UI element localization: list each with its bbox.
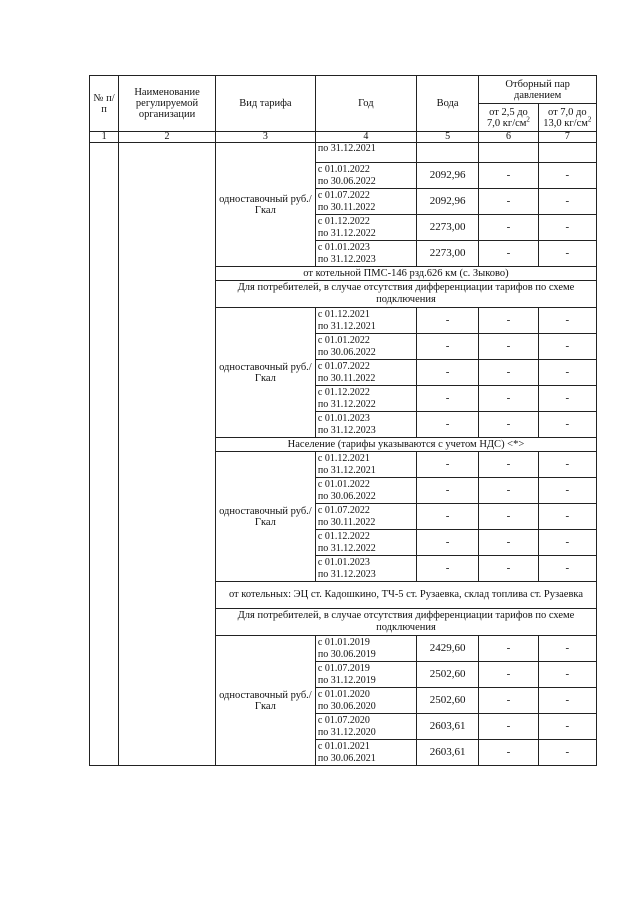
period-cell: с 01.01.2023 по 31.12.2023 bbox=[315, 556, 416, 582]
water-cell: 2603,61 bbox=[416, 714, 478, 740]
water-cell: - bbox=[416, 504, 478, 530]
period-cell: с 01.01.2021 по 30.06.2021 bbox=[315, 740, 416, 766]
col-number: 1 bbox=[90, 132, 119, 143]
period-cell: с 01.07.2022 по 30.11.2022 bbox=[315, 360, 416, 386]
steam-low-cell: - bbox=[479, 308, 538, 334]
water-cell: - bbox=[416, 530, 478, 556]
column-numbers-row bbox=[90, 132, 597, 143]
steam-low-cell: - bbox=[479, 215, 538, 241]
steam-low-cell: - bbox=[479, 386, 538, 412]
steam-high-cell: - bbox=[538, 688, 596, 714]
steam-high-cell: - bbox=[538, 740, 596, 766]
tariff-cell: одноставочный руб./Гкал bbox=[215, 143, 315, 267]
steam-low-cell bbox=[479, 143, 538, 163]
water-cell: 2273,00 bbox=[416, 241, 478, 267]
section-population: Население (тарифы указываются с учетом НДС) <*> bbox=[215, 438, 596, 452]
steam-high-cell: - bbox=[538, 662, 596, 688]
steam-high-cell: - bbox=[538, 556, 596, 582]
num-cell bbox=[90, 143, 119, 766]
period-cell: с 01.07.2022 по 30.11.2022 bbox=[315, 189, 416, 215]
period-cell: с 01.07.2019 по 31.12.2019 bbox=[315, 662, 416, 688]
steam-low-cell: - bbox=[479, 452, 538, 478]
period-cell: с 01.07.2022 по 30.11.2022 bbox=[315, 504, 416, 530]
water-cell bbox=[416, 143, 478, 163]
steam-high-cell: - bbox=[538, 189, 596, 215]
period-cell: с 01.12.2021 по 31.12.2021 bbox=[315, 452, 416, 478]
tariff-cell: одноставочный руб./Гкал bbox=[215, 308, 315, 438]
steam-high-cell: - bbox=[538, 386, 596, 412]
steam-low-cell: - bbox=[479, 241, 538, 267]
steam-high-cell: - bbox=[538, 308, 596, 334]
col-number: 2 bbox=[119, 132, 216, 143]
steam-low-cell: - bbox=[479, 334, 538, 360]
water-cell: - bbox=[416, 334, 478, 360]
steam-low-cell: - bbox=[479, 189, 538, 215]
steam-low-cell: - bbox=[479, 740, 538, 766]
period-cell: с 01.12.2022 по 31.12.2022 bbox=[315, 530, 416, 556]
water-cell: 2273,00 bbox=[416, 215, 478, 241]
header-tariff-type: Вид тарифа bbox=[215, 76, 315, 132]
period-cell: с 01.01.2020 по 30.06.2020 bbox=[315, 688, 416, 714]
col-number: 7 bbox=[538, 132, 596, 143]
period-cell: с 01.01.2022 по 30.06.2022 bbox=[315, 334, 416, 360]
header-water: Вода bbox=[416, 76, 478, 132]
col-number: 4 bbox=[315, 132, 416, 143]
steam-low-cell: - bbox=[479, 714, 538, 740]
steam-high-cell: - bbox=[538, 478, 596, 504]
steam-high-cell: - bbox=[538, 504, 596, 530]
steam-low-cell: - bbox=[479, 504, 538, 530]
header-steam-high: от 7,0 до 13,0 $кг/см^2$ bbox=[538, 104, 596, 132]
col-number: 6 bbox=[479, 132, 538, 143]
steam-high-cell: - bbox=[538, 215, 596, 241]
steam-high-cell bbox=[538, 143, 596, 163]
steam-high-cell: - bbox=[538, 360, 596, 386]
steam-high-cell: - bbox=[538, 714, 596, 740]
steam-low-cell: - bbox=[479, 478, 538, 504]
steam-low-cell: - bbox=[479, 530, 538, 556]
header-year: Год bbox=[315, 76, 416, 132]
steam-low-cell: - bbox=[479, 360, 538, 386]
header-steam: Отборный пар давлением bbox=[479, 76, 597, 104]
water-cell: - bbox=[416, 556, 478, 582]
steam-low-cell: - bbox=[479, 412, 538, 438]
header-num: № п/п bbox=[90, 76, 119, 132]
water-cell: - bbox=[416, 386, 478, 412]
tariff-table bbox=[89, 75, 597, 766]
water-cell: 2429,60 bbox=[416, 636, 478, 662]
period-cell: по 31.12.2021 bbox=[315, 143, 416, 163]
steam-low-cell: - bbox=[479, 688, 538, 714]
period-cell: с 01.01.2019 по 30.06.2019 bbox=[315, 636, 416, 662]
period-cell: с 01.01.2022 по 30.06.2022 bbox=[315, 478, 416, 504]
col-number: 5 bbox=[416, 132, 478, 143]
water-cell: - bbox=[416, 360, 478, 386]
water-cell: - bbox=[416, 452, 478, 478]
period-cell: с 01.01.2023 по 31.12.2023 bbox=[315, 241, 416, 267]
water-cell: - bbox=[416, 412, 478, 438]
steam-high-cell: - bbox=[538, 241, 596, 267]
header-row bbox=[90, 76, 597, 104]
period-cell: с 01.07.2020 по 31.12.2020 bbox=[315, 714, 416, 740]
steam-high-cell: - bbox=[538, 452, 596, 478]
header-steam-low: от 2,5 до 7,0 $кг/см^2$ bbox=[479, 104, 538, 132]
steam-low-cell: - bbox=[479, 556, 538, 582]
steam-low-cell: - bbox=[479, 636, 538, 662]
steam-high-cell: - bbox=[538, 334, 596, 360]
steam-high-cell: - bbox=[538, 530, 596, 556]
header-org: Наименование регулируемой организации bbox=[119, 76, 216, 132]
period-cell: с 01.01.2022 по 30.06.2022 bbox=[315, 163, 416, 189]
section-consumers: Для потребителей, в случае отсутствия дифференциации тарифов по схеме подключения bbox=[215, 281, 596, 308]
water-cell: - bbox=[416, 478, 478, 504]
tariff-cell: одноставочный руб./Гкал bbox=[215, 636, 315, 766]
water-cell: 2603,61 bbox=[416, 740, 478, 766]
period-cell: с 01.12.2022 по 31.12.2022 bbox=[315, 215, 416, 241]
water-cell: - bbox=[416, 308, 478, 334]
steam-high-cell: - bbox=[538, 163, 596, 189]
section-consumers: Для потребителей, в случае отсутствия дифференциации тарифов по схеме подключения bbox=[215, 609, 596, 636]
water-cell: 2502,60 bbox=[416, 688, 478, 714]
section-zykovo: от котельной ПМС-146 рзд.626 км (с. Зыково) bbox=[215, 267, 596, 281]
water-cell: 2092,96 bbox=[416, 189, 478, 215]
col-number: 3 bbox=[215, 132, 315, 143]
steam-low-cell: - bbox=[479, 662, 538, 688]
period-cell: с 01.12.2021 по 31.12.2021 bbox=[315, 308, 416, 334]
org-cell bbox=[119, 143, 216, 766]
section-kadoshkino: от котельных: ЭЦ ст. Кадошкино, ТЧ-5 ст. Рузаевка, склад топлива ст. Рузаевка bbox=[215, 582, 596, 609]
table-row bbox=[90, 143, 597, 163]
tariff-cell: одноставочный руб./Гкал bbox=[215, 452, 315, 582]
water-cell: 2092,96 bbox=[416, 163, 478, 189]
period-cell: с 01.12.2022 по 31.12.2022 bbox=[315, 386, 416, 412]
steam-high-cell: - bbox=[538, 412, 596, 438]
period-cell: с 01.01.2023 по 31.12.2023 bbox=[315, 412, 416, 438]
steam-high-cell: - bbox=[538, 636, 596, 662]
steam-low-cell: - bbox=[479, 163, 538, 189]
water-cell: 2502,60 bbox=[416, 662, 478, 688]
